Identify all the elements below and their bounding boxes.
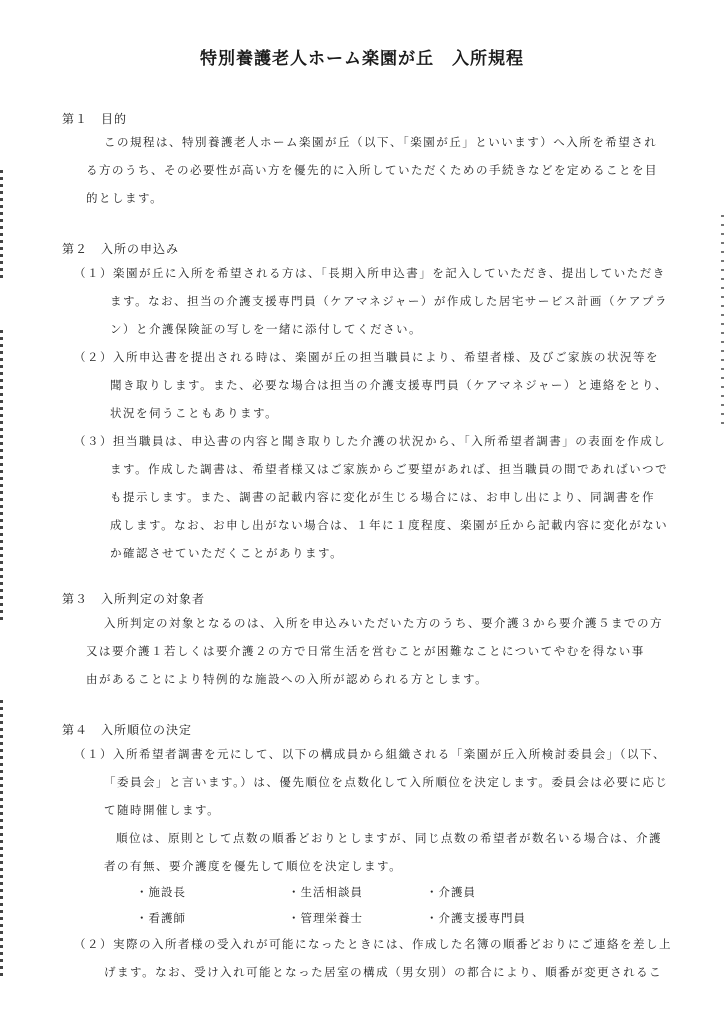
body-line: 成します。なお、お申し出がない場合は、１年に１度程度、楽園が丘から記載内容に変化がない [110,518,669,532]
body-line: ます。作成した調書は、希望者様又はご家族からご要望があれば、担当職員の間であればいつで [110,462,669,476]
committee-member: ・管理栄養士 [288,911,363,925]
body-line: （３）担当職員は、申込書の内容と聞き取りした介護の状況から、「入所希望者調書」の表面を作成し [74,434,667,448]
body-line: る方のうち、その必要性が高い方を優先的に入所していただくための手続きなどを定めることを目 [86,163,658,177]
body-line: 順位は、原則として点数の順番どおりとしますが、同じ点数の希望者が数名いる場合は、介護 [116,831,662,845]
body-line: げます。なお、受け入れ可能となった居室の構成（男女別）の都合により、順番が変更されるこ [104,965,663,979]
body-line: も提示します。また、調書の記載内容に変化が生じる場合には、お申し出により、同調書を作 [110,490,656,504]
body-line: この規程は、特別養護老人ホーム楽園が丘（以下、「楽園が丘」といいます）へ入所を希望され [104,135,658,149]
section-heading-application: 第２ 入所の申込み [62,242,180,256]
body-line: （２）入所申込書を提出される時は、楽園が丘の担当職員により、希望者様、及びご家族の状況等を [74,350,659,364]
body-line: 「委員会」と言います。）は、優先順位を点数化して入所順位を決定します。委員会は必要に応じ [104,775,669,789]
body-line: 入所判定の対象となるのは、入所を申込みいただいた方のうち、要介護３から要介護５までの方 [104,616,663,630]
committee-member: ・生活相談員 [288,885,363,899]
body-line: か確認させていただくことがあります。 [110,546,344,560]
body-line: ン）と介護保険証の写しを一緒に添付してください。 [110,322,422,336]
body-line: 由があることにより特例的な施設への入所が認められる方とします。 [86,672,489,686]
scan-edge-mark [0,330,3,620]
committee-member: ・介護支援専門員 [426,911,526,925]
section-heading-eligibility: 第３ 入所判定の対象者 [62,592,206,606]
body-line: 聞き取りします。また、必要な場合は担当の介護支援専門員（ケアマネジャー）と連絡をとり、 [110,378,668,392]
scan-edge-mark [0,170,3,280]
body-line: ます。なお、担当の介護支援専門員（ケアマネジャー）が作成した居宅サービス計画（ケアプラ [110,294,668,308]
body-line: 状況を伺うこともあります。 [110,406,279,420]
committee-member: ・介護員 [426,885,476,899]
section-heading-order: 第４ 入所順位の決定 [62,723,193,737]
document-title: 特別養護老人ホーム楽園が丘 入所規程 [200,49,524,69]
body-line: （１）楽園が丘に入所を希望される方は、「長期入所申込書」を記入していただき、提出していただき [74,266,666,280]
body-line: て随時開催します。 [104,803,221,817]
body-line: 的とします。 [86,191,164,205]
body-line: 又は要介護１若しくは要介護２の方で日常生活を営むことが困難なことについてやむを得ない事 [86,644,645,658]
committee-member: ・看護師 [136,911,186,925]
body-line: （１）入所希望者調書を元にして、以下の構成員から組織される「楽園が丘入所検討委員会」（以下、 [74,747,667,761]
scan-edge-mark [0,700,3,980]
committee-member: ・施設長 [136,885,186,899]
body-line: （２）実際の入所者様の受入れが可能になったときには、作成した名簿の順番どおりにご連絡を差し上 [74,937,672,951]
section-heading-purpose: 第１ 目的 [62,112,128,126]
body-line: 者の有無、要介護度を優先して順位を決定します。 [104,859,403,873]
